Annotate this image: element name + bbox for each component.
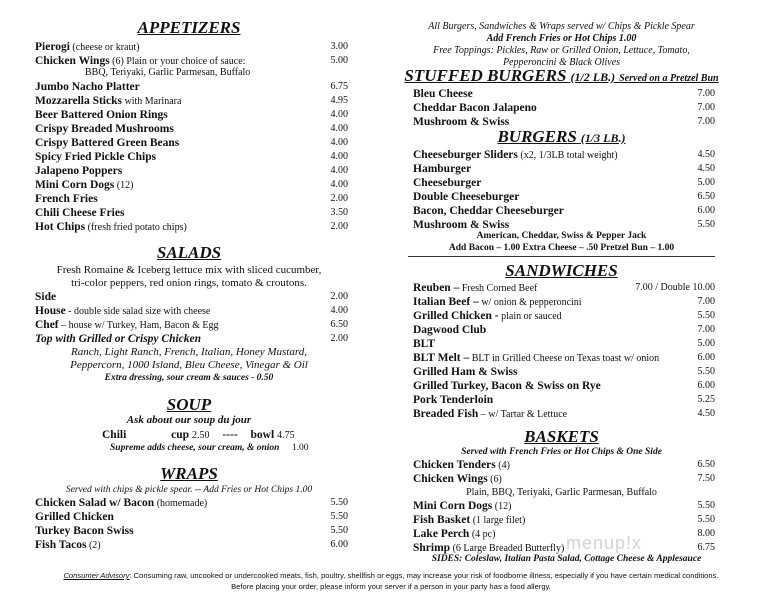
item-price: 3.50 [330, 207, 348, 218]
item-price: 6.00 [330, 539, 348, 550]
item-description: (cheese or kraut) [69, 42, 140, 53]
item-price: 5.50 [697, 514, 715, 525]
item-price: 6.50 [330, 319, 348, 330]
advisory-line-2: Before placing your order, please inform your server if a person in your party has a food allergy. [231, 582, 551, 591]
item-price: 4.00 [330, 109, 348, 120]
advisory-text: : Consuming raw, uncooked or undercooked meats, fish, poultry, shellfish or eggs, may increase your risk of foodborne illness, especially if you have certain medical conditions. [129, 571, 719, 580]
menu-item [413, 365, 715, 379]
item-price: 2.00 [330, 221, 348, 232]
menu-item [413, 309, 715, 323]
menu-item [413, 281, 715, 295]
burger-info-3: Free Toppings: Pickles, Raw or Grilled Onion, Lettuce, Tomato, [433, 45, 690, 56]
baskets-note: Served with French Fries or Hot Chips & One Side [461, 447, 662, 457]
burgers-title: BURGERS [497, 127, 577, 146]
item-name: Double Cheeseburger [413, 191, 520, 203]
item-name: Cheeseburger [413, 177, 482, 189]
item-name: Grilled Ham & Swiss [413, 366, 518, 378]
advisory-label: Consumer Advisory [63, 571, 130, 580]
item-description: (12) [114, 180, 134, 191]
item-name: Bacon, Cheddar Cheeseburger [413, 205, 564, 217]
stuffed-burgers-size: (1/2 LB.) [570, 70, 616, 84]
menu-item [35, 108, 348, 122]
item-name: Pierogi [35, 41, 70, 53]
menu-item [413, 337, 715, 351]
stuffed-burgers-served: Served on a Pretzel Bun [619, 73, 719, 84]
menu-item [35, 206, 348, 220]
appetizers-wing-sauces: BBQ, Teriyaki, Garlic Parmesan, Buffalo [85, 67, 251, 78]
item-description: (12) [492, 501, 512, 512]
item-price: 7.00 / Double 10.00 [635, 282, 715, 293]
item-name: Mushroom & Swiss [413, 116, 510, 128]
item-price: 6.75 [330, 81, 348, 92]
item-description: (homemade) [154, 498, 208, 509]
item-price: 4.50 [697, 149, 715, 160]
menu-item [413, 458, 715, 472]
item-price: 4.00 [330, 179, 348, 190]
item-description: Fresh Corned Beef [459, 283, 538, 294]
soup-supreme: Supreme adds cheese, sour cream, & onion [110, 443, 280, 453]
item-price: 5.50 [330, 511, 348, 522]
soup-supreme-price: 1.00 [291, 443, 309, 453]
item-name: Jalapeno Poppers [35, 165, 123, 177]
menu-item [35, 150, 348, 164]
baskets-heading: BASKETS [524, 427, 599, 446]
menu-item [413, 379, 715, 393]
item-description: with Marinara [121, 96, 182, 107]
soup-chili-row [102, 428, 295, 443]
burgers-addons: Add Bacon – 1.00 Extra Cheese – .50 Pretzel Bun – 1.00 [448, 243, 675, 253]
item-name: Turkey Bacon Swiss [35, 525, 134, 537]
salads-dressings-1: Ranch, Light Ranch, French, Italian, Honey Mustard, [71, 346, 307, 358]
item-name: Crispy Breaded Mushrooms [35, 123, 174, 135]
burger-info-2: Add French Fries or Hot Chips 1.00 [486, 33, 637, 44]
divider [408, 256, 715, 257]
menu-item [35, 318, 348, 332]
item-name: Chicken Wings [35, 55, 110, 67]
menu-item [35, 538, 348, 552]
burgers-heading [408, 127, 715, 147]
item-name: Mozzarella Sticks [35, 95, 122, 107]
item-price: 7.00 [697, 324, 715, 335]
item-description: (x2, 1/3LB total weight) [517, 150, 618, 161]
item-description: (1 large filet) [470, 515, 526, 526]
menu-item [413, 295, 715, 309]
item-price: 4.00 [330, 151, 348, 162]
item-price: 5.00 [697, 177, 715, 188]
soup-chili: Chili [102, 429, 127, 441]
item-name: Reuben – [413, 282, 460, 294]
item-name: Mini Corn Dogs [413, 500, 493, 512]
item-name: Fish Basket [413, 514, 471, 526]
burger-info-4: Pepperoncini & Black Olives [502, 57, 621, 68]
item-name: Bleu Cheese [413, 88, 473, 100]
item-name: Hamburger [413, 163, 472, 175]
menu-item [413, 472, 715, 486]
salads-extra: Extra dressing, sour cream & sauces - 0.50 [104, 373, 274, 383]
item-price: 4.00 [330, 123, 348, 134]
item-description: BLT in Grilled Cheese on Texas toast w/ onion [469, 353, 660, 364]
item-price: 5.50 [330, 497, 348, 508]
menu-item [413, 513, 715, 527]
item-description: (4) [495, 460, 510, 471]
baskets-wing-sauces: Plain, BBQ, Teriyaki, Garlic Parmesan, Buffalo [466, 487, 657, 498]
soup-heading: SOUP [166, 395, 212, 414]
item-name: Grilled Chicken [35, 511, 114, 523]
menu-item [35, 220, 348, 234]
menu-item [35, 94, 348, 108]
item-name: Cheeseburger Sliders [413, 149, 518, 161]
item-price: 5.00 [697, 338, 715, 349]
item-price: 2.00 [330, 333, 348, 344]
menu-item [413, 87, 715, 101]
item-price: 6.00 [697, 205, 715, 216]
item-name: Lake Perch [413, 528, 470, 540]
item-price: 6.50 [697, 191, 715, 202]
menu-item [35, 122, 348, 136]
item-name: Chicken Salad w/ Bacon [35, 497, 155, 509]
menu-item [35, 524, 348, 538]
soup-cup-price: 2.50 [191, 430, 210, 441]
item-name: Top with Grilled or Crispy Chicken [35, 333, 202, 345]
salads-intro-1: Fresh Romaine & Iceberg lettuce mix with sliced cucumber, [56, 264, 322, 276]
item-name: House [35, 305, 66, 317]
soup-cup: cup [171, 429, 190, 441]
menu-item [413, 148, 715, 162]
item-name: Breaded Fish [413, 408, 479, 420]
item-price: 4.50 [697, 408, 715, 419]
menu-item [35, 164, 348, 178]
item-name: Dagwood Club [413, 324, 487, 336]
item-price: 5.50 [697, 219, 715, 230]
item-name: Spicy Fried Pickle Chips [35, 151, 157, 163]
item-name: French Fries [35, 193, 98, 205]
menu-item [35, 510, 348, 524]
watermark: menup!x [566, 533, 643, 553]
menu-item [413, 393, 715, 407]
item-name: Chicken Tenders [413, 459, 496, 471]
salads-heading: SALADS [156, 243, 222, 262]
menu-item [35, 178, 348, 192]
item-price: 7.00 [697, 88, 715, 99]
item-price: 7.50 [697, 473, 715, 484]
menu-item [413, 101, 715, 115]
item-price: 2.00 [330, 193, 348, 204]
menu-item [413, 176, 715, 190]
item-name: BLT Melt – [413, 352, 470, 364]
menu-item [413, 204, 715, 218]
menu-item [35, 192, 348, 206]
item-name: Mushroom & Swiss [413, 219, 510, 231]
item-name: Italian Beef – [413, 296, 479, 308]
item-name: Grilled Turkey, Bacon & Swiss on Rye [413, 380, 601, 392]
burgers-size: (1/3 LB.) [580, 131, 626, 145]
menu-item [413, 190, 715, 204]
item-name: BLT [413, 338, 435, 350]
item-name: Chili Cheese Fries [35, 207, 125, 219]
soup-bowl-price: 4.75 [277, 430, 295, 441]
item-price: 7.00 [697, 102, 715, 113]
item-description: – house w/ Turkey, Ham, Bacon & Egg [58, 320, 219, 331]
soup-ask: Ask about our soup du jour [126, 414, 252, 426]
item-price: 5.50 [330, 525, 348, 536]
item-description: w/ onion & pepperoncini [478, 297, 582, 308]
item-price: 4.00 [330, 165, 348, 176]
item-price: 3.00 [330, 41, 348, 52]
item-price: 6.00 [697, 352, 715, 363]
menu-item [35, 304, 348, 318]
item-name: Chicken Wings [413, 473, 488, 485]
item-description: (4 pc) [469, 529, 496, 540]
item-name: Crispy Battered Green Beans [35, 137, 180, 149]
menu-item [413, 527, 715, 541]
menu-item [35, 40, 348, 54]
item-price: 5.50 [697, 500, 715, 511]
item-description: (6) [487, 474, 502, 485]
salads-intro-2: tri-color peppers, red onion rings, tomato & croutons. [71, 277, 307, 289]
item-description: (2) [86, 540, 101, 551]
item-name: Pork Tenderloin [413, 394, 494, 406]
menu-item [35, 332, 348, 346]
item-name: Cheddar Bacon Jalapeno [413, 102, 537, 114]
item-price: 6.75 [697, 542, 715, 553]
item-price: 4.00 [330, 137, 348, 148]
item-name: Shrimp [413, 542, 451, 554]
menu-item [35, 290, 348, 304]
burgers-cheeses: American, Cheddar, Swiss & Pepper Jack [476, 231, 647, 241]
item-description: – w/ Tartar & Lettuce [478, 409, 568, 420]
item-name: Side [35, 291, 57, 303]
item-price: 5.00 [330, 55, 348, 66]
soup-supreme-row [110, 442, 308, 454]
item-price: 6.50 [697, 459, 715, 470]
item-price: 5.50 [697, 366, 715, 377]
consumer-advisory [0, 570, 782, 581]
item-price: 2.00 [330, 291, 348, 302]
menu-item [413, 499, 715, 513]
item-price: 4.50 [697, 163, 715, 174]
stuffed-burgers-title: STUFFED BURGERS [404, 66, 567, 85]
menu-item [413, 323, 715, 337]
menu-item [35, 136, 348, 150]
item-price: 4.00 [330, 305, 348, 316]
appetizers-heading: APPETIZERS [137, 18, 241, 37]
item-description: - double side salad size with cheese [65, 306, 211, 317]
item-price: 4.95 [330, 95, 348, 106]
item-price: 8.00 [697, 528, 715, 539]
item-description: (6 Large Breaded Butterfly) [450, 543, 565, 554]
menu-item [35, 496, 348, 510]
menu-item [413, 162, 715, 176]
item-name: Chef [35, 319, 59, 331]
item-name: Jumbo Nacho Platter [35, 81, 140, 93]
item-price: 7.00 [697, 296, 715, 307]
menu-item [35, 80, 348, 94]
item-name: Mini Corn Dogs [35, 179, 115, 191]
item-name: Hot Chips [35, 221, 86, 233]
baskets-sides: SIDES: Coleslaw, Italian Pasta Salad, Cottage Cheese & Applesauce [431, 554, 702, 564]
item-name: Fish Tacos [35, 539, 87, 551]
item-name: Grilled Chicken - [413, 310, 499, 322]
wraps-heading: WRAPS [160, 464, 218, 483]
stuffed-burgers-heading [388, 66, 735, 86]
item-price: 6.00 [697, 380, 715, 391]
item-price: 7.00 [697, 116, 715, 127]
salads-dressings-2: Peppercorn, 1000 Island, Bleu Cheese, Vinegar & Oil [70, 359, 308, 371]
burger-info-1: All Burgers, Sandwiches & Wraps served w/ Chips & Pickle Spear [428, 21, 695, 32]
menu-item [413, 351, 715, 365]
item-description: plain or sauced [498, 311, 562, 322]
item-description: (fresh fried potato chips) [85, 222, 187, 233]
wraps-note: Served with chips & pickle spear. -- Add Fries or Hot Chips 1.00 [65, 485, 313, 495]
sandwiches-heading: SANDWICHES [505, 261, 618, 280]
soup-dash: ---- [222, 429, 238, 441]
item-name: Beer Battered Onion Rings [35, 109, 168, 121]
item-description: (6) Plain or your choice of sauce: [109, 56, 246, 67]
item-price: 5.25 [697, 394, 715, 405]
soup-bowl: bowl [250, 429, 275, 441]
menu-item [413, 407, 715, 421]
item-price: 5.50 [697, 310, 715, 321]
